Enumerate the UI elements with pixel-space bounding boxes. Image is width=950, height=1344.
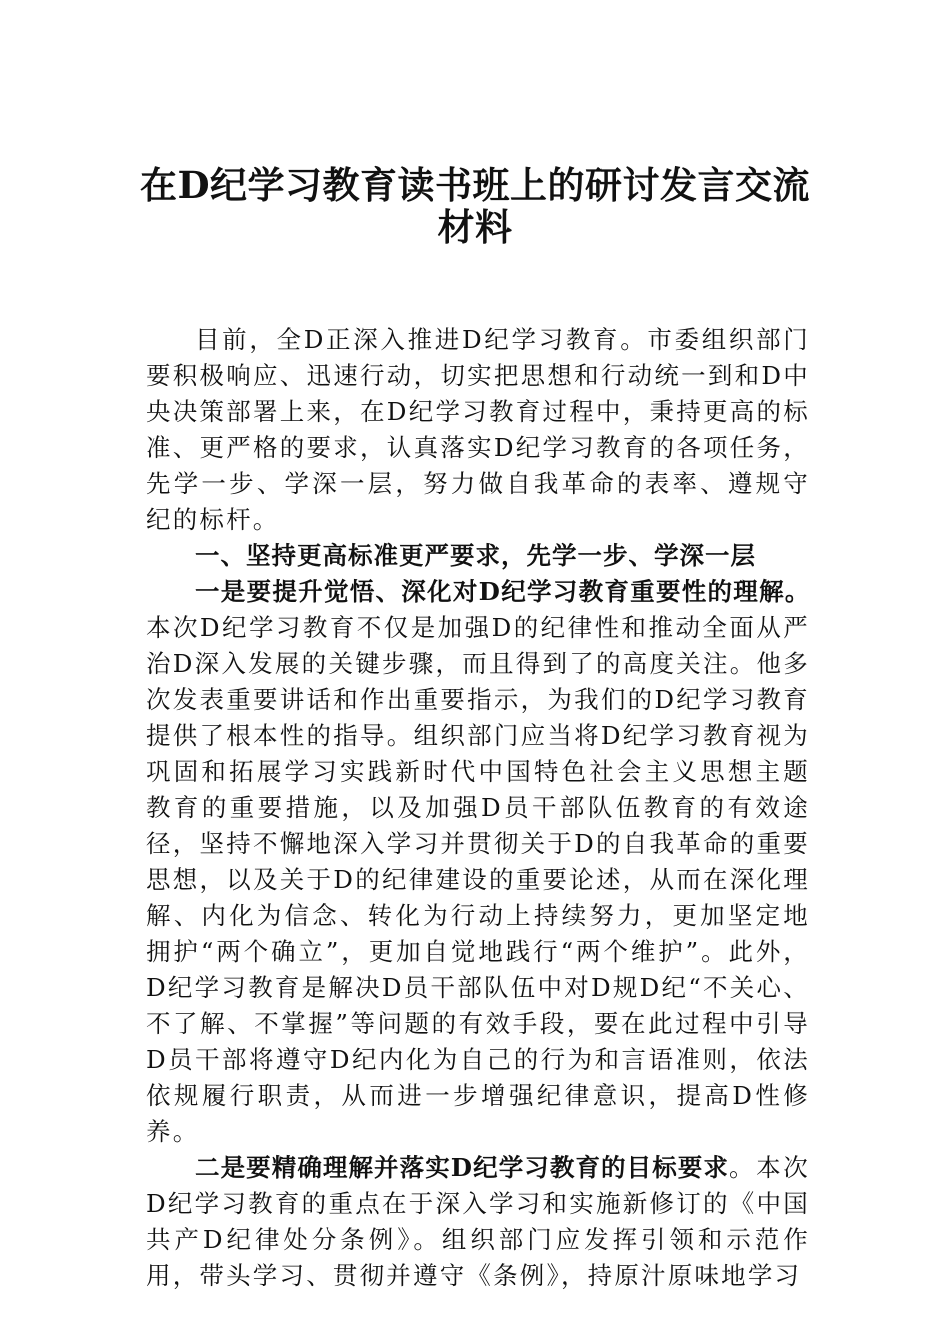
document-body <box>146 322 810 1294</box>
document-title-line-2: 材料 <box>437 205 513 249</box>
section-heading: 一、坚持更高标准更严要求，先学一步、学深一层 <box>195 541 756 570</box>
document-title-line-1: 在D纪学习教育读书班上的研讨发言交流 <box>139 163 811 207</box>
point-two-paragraph <box>146 1150 810 1294</box>
point-one-paragraph <box>146 574 810 1150</box>
point-one-lead: 一是要提升觉悟、深化对D纪学习教育重要性的理解。 <box>195 577 810 606</box>
intro-paragraph: 目前，全D正深入推进D纪学习教育。市委组织部门要积极响应、迅速行动，切实把思想和行动统一到和D中央决策部署上来，在D纪学习教育过程中，秉持更高的标准、更严格的要求，认真落实D纪学习教育的各项任务，先学一步、学深一层，努力做自我革命的表率、遵规守纪的标杆。 <box>146 325 810 534</box>
point-two-text: 。本次D纪学习教育的重点在于深入学习和实施新修订的《中国共产D纪律处分条例》。组织部门应发挥引领和示范作用，带头学习、贯彻并遵守《条例》，持原汁原味地学习 <box>146 1153 810 1290</box>
point-two-lead: 二是要精确理解并落实D纪学习教育的目标要求 <box>195 1153 729 1182</box>
point-one-text: 本次D纪学习教育不仅是加强D的纪律性和推动全面从严治D深入发展的关键步骤，而且得到了的高度关注。他多次发表重要讲话和作出重要指示，为我们的D纪学习教育提供了根本性的指导。组织部门应当将D纪学习教育视为巩固和拓展学习实践新时代中国特色社会主义思想主题教育的重要措施，以及加强D员干部队伍教育的有效途径，坚持不懈地深入学习并贯彻关于D的自我革命的重要思想，以及关于D的纪律建设的重要论述，从而在深化理解、内化为信念、转化为行动上持续努力，更加坚定地拥护“两个确立”，更加自觉地践行“两个维护”。此外，D纪学习教育是解决D员干部队伍中对D规D纪“不关心、不了解、不掌握”等问题的有效手段，要在此过程中引导D员干部将遵守D纪内化为自己的行为和言语准则，依法依规履行职责，从而进一步增强纪律意识，提高D性修养。 <box>146 613 810 1146</box>
